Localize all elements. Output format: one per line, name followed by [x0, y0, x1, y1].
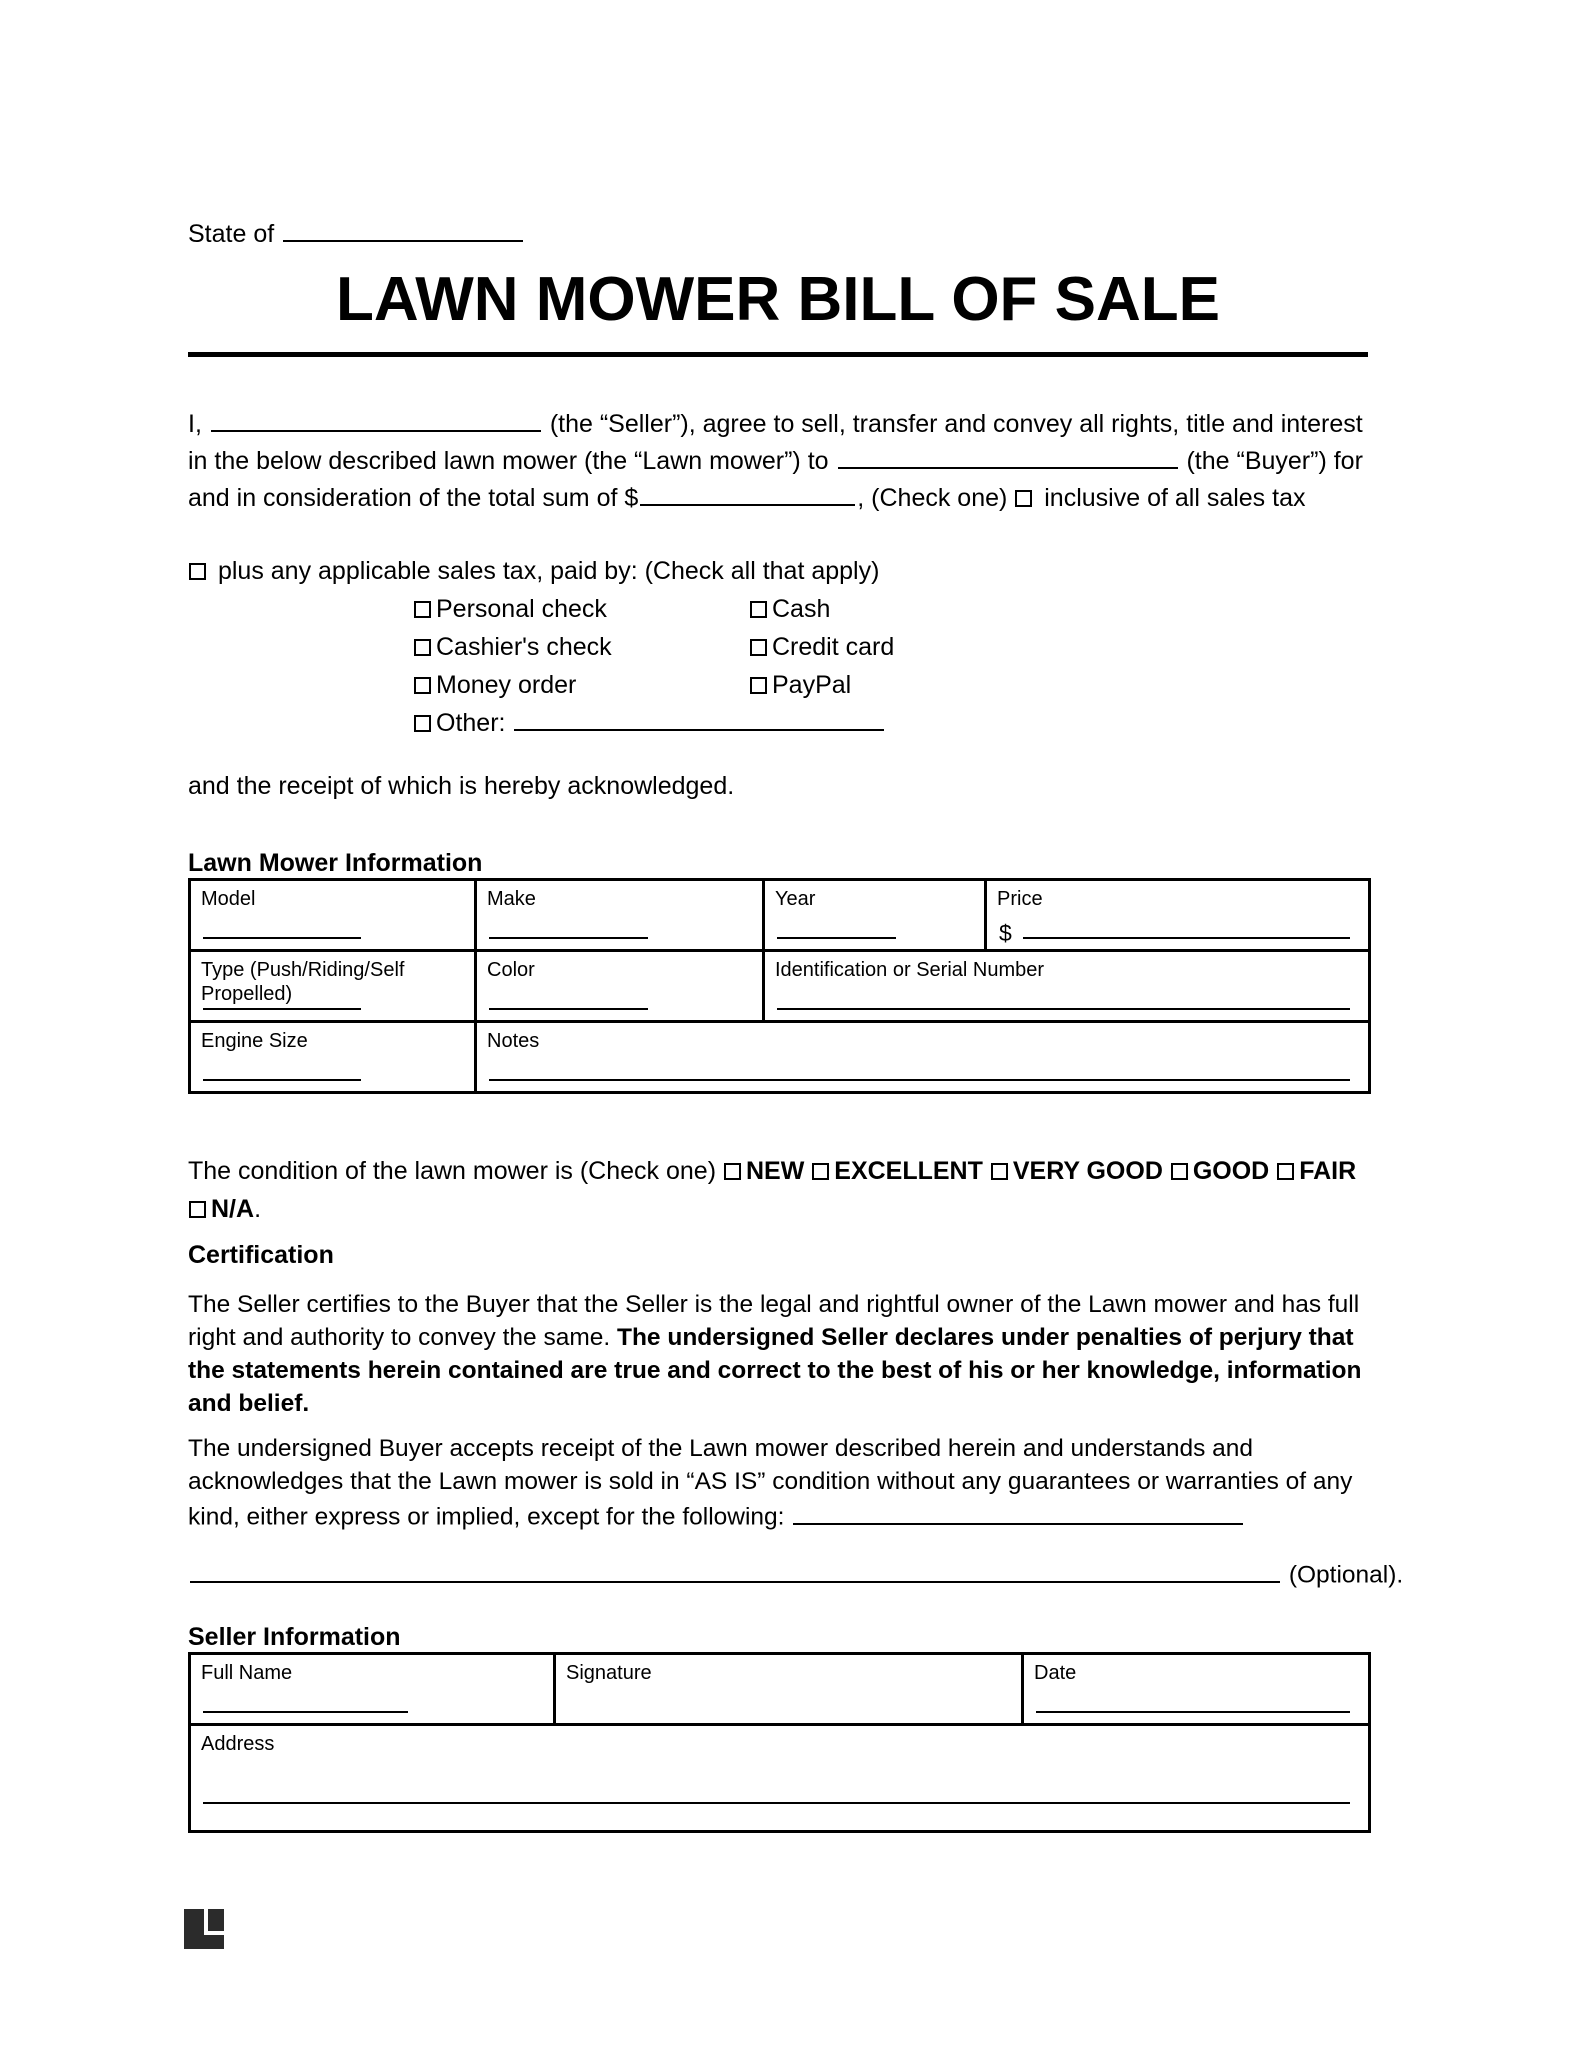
legal-templates-logo — [180, 1905, 228, 1953]
field-input-make[interactable] — [489, 937, 648, 939]
payment-option-credit-card[interactable] — [749, 628, 894, 666]
payment-label-credit-card: Credit card — [772, 633, 895, 661]
field-model[interactable] — [190, 880, 476, 951]
field-make[interactable] — [476, 880, 764, 951]
field-notes[interactable] — [476, 1022, 1370, 1093]
certification-text-normal: The Seller certifies to the Buyer that the Seller is the legal and rightful owner of the Lawn mower and has full right and authority to convey the same. — [188, 1291, 1360, 1351]
checkbox-personal-check[interactable] — [414, 601, 431, 618]
payment-option-cashiers-check[interactable] — [413, 628, 612, 666]
total-sum-blank[interactable] — [640, 479, 855, 506]
field-label-make: Make — [487, 888, 536, 910]
payment-method-row — [413, 590, 1313, 628]
checkbox-inclusive-of-sales-tax[interactable] — [1015, 490, 1032, 507]
condition-label-very-good: VERY GOOD — [1012, 1157, 1163, 1185]
seller-name-blank[interactable] — [211, 405, 541, 432]
optional-line-row — [188, 1556, 1404, 1592]
condition-label-na: N/A — [211, 1195, 255, 1223]
condition-period: . — [254, 1195, 262, 1223]
field-label-notes: Notes — [487, 1030, 540, 1052]
field-type[interactable] — [190, 951, 476, 1022]
condition-label-fair: FAIR — [1299, 1157, 1357, 1185]
payment-option-money-order[interactable] — [413, 666, 576, 704]
currency-symbol: $ — [999, 920, 1012, 946]
table-row — [190, 1022, 1370, 1093]
receipt-acknowledgment: and the receipt of which is hereby acknowledged. — [188, 772, 735, 800]
exceptions-blank-line-2[interactable] — [190, 1556, 1280, 1583]
table-row — [190, 880, 1370, 951]
payment-label-cashiers-check: Cashier's check — [436, 633, 612, 661]
field-label-full-name: Full Name — [201, 1662, 293, 1684]
field-serial-number[interactable] — [764, 951, 1370, 1022]
payment-methods-grid — [413, 590, 1313, 742]
field-label-serial-number: Identification or Serial Number — [775, 959, 1045, 981]
field-input-year[interactable] — [777, 937, 896, 939]
field-label-engine-size: Engine Size — [201, 1030, 308, 1052]
checkbox-condition-excellent[interactable] — [812, 1163, 829, 1180]
checkbox-condition-good[interactable] — [1171, 1163, 1188, 1180]
payment-label-paypal: PayPal — [772, 671, 852, 699]
checkbox-cash[interactable] — [750, 601, 767, 618]
payment-option-cash[interactable] — [749, 590, 830, 628]
table-row — [190, 951, 1370, 1022]
sales-tax-option-label: plus any applicable sales tax, paid by: (Check all that apply) — [217, 557, 880, 585]
field-input-price[interactable] — [1023, 937, 1350, 939]
condition-label-good: GOOD — [1192, 1157, 1270, 1185]
optional-label: (Optional). — [1288, 1561, 1404, 1589]
intro-seg-4: , (Check one) — [857, 484, 1008, 512]
other-payment-blank[interactable] — [514, 704, 884, 731]
payment-label-money-order: Money order — [436, 671, 577, 699]
buyer-name-blank[interactable] — [838, 442, 1178, 469]
title-divider — [188, 352, 1368, 357]
payment-option-paypal[interactable] — [749, 666, 851, 704]
condition-label-excellent: EXCELLENT — [834, 1157, 983, 1185]
exceptions-blank-line-1[interactable] — [793, 1498, 1243, 1525]
checkbox-other[interactable] — [414, 715, 431, 732]
field-label-color: Color — [487, 959, 535, 981]
field-input-full-name[interactable] — [203, 1711, 408, 1713]
condition-label-new: NEW — [745, 1157, 805, 1185]
checkbox-condition-new[interactable] — [724, 1163, 741, 1180]
field-input-notes[interactable] — [489, 1079, 1350, 1081]
section-heading-seller-information: Seller Information — [188, 1623, 401, 1651]
page-title: LAWN MOWER BILL OF SALE — [335, 265, 1220, 334]
intro-seg-3: (the “Buyer”) for and in consideration of the total sum of $ — [188, 447, 1363, 512]
payment-option-personal-check[interactable] — [413, 590, 607, 628]
field-input-serial-number[interactable] — [777, 1008, 1350, 1010]
field-label-address: Address — [201, 1733, 275, 1755]
field-engine-size[interactable] — [190, 1022, 476, 1093]
checkbox-cashiers-check[interactable] — [414, 639, 431, 656]
payment-label-other: Other: — [436, 709, 506, 737]
sales-tax-option-row — [188, 553, 879, 589]
payment-option-other[interactable] — [413, 704, 886, 742]
buyer-acceptance-text: The undersigned Buyer accepts receipt of the Lawn mower described herein and understands and acknowledges that the Lawn mower is sold in “AS IS” condition without any guarantees or warranties of any kind, either express or implied, except for the following: — [188, 1435, 1353, 1531]
field-input-type[interactable] — [203, 1008, 361, 1010]
field-input-model[interactable] — [203, 937, 361, 939]
certification-text-bold: The undersigned Seller declares under penalties of perjury that the statements herein contained are true and correct to the best of his or her knowledge, information and belief. — [188, 1324, 1362, 1417]
intro-seg-2: (the “Seller”), agree to sell, transfer and convey all rights, title and interest in the below described lawn mower (the “Lawn mower”) to — [188, 410, 1363, 475]
state-of-row — [188, 215, 525, 251]
certification-paragraph-seller — [188, 1288, 1378, 1420]
intro-paragraph — [188, 405, 1373, 516]
payment-label-cash: Cash — [772, 595, 831, 623]
checkbox-condition-na[interactable] — [189, 1201, 206, 1218]
field-input-engine-size[interactable] — [203, 1079, 361, 1081]
intro-seg-1: I, — [188, 410, 202, 438]
field-year[interactable] — [764, 880, 986, 951]
field-label-price: Price — [997, 888, 1043, 910]
table-row — [190, 1654, 1370, 1725]
section-heading-lawn-mower-information: Lawn Mower Information — [188, 849, 483, 877]
field-price[interactable] — [986, 880, 1370, 951]
field-label-signature: Signature — [566, 1662, 652, 1684]
field-label-model: Model — [201, 888, 256, 910]
field-color[interactable] — [476, 951, 764, 1022]
section-heading-certification: Certification — [188, 1241, 334, 1269]
payment-method-row-other — [413, 704, 1313, 742]
intro-seg-5: inclusive of all sales tax — [1044, 484, 1306, 512]
checkbox-plus-sales-tax[interactable] — [189, 563, 206, 580]
field-label-date: Date — [1034, 1662, 1077, 1684]
field-seller-address[interactable] — [190, 1725, 1370, 1832]
checkbox-credit-card[interactable] — [750, 639, 767, 656]
condition-paragraph — [188, 1152, 1373, 1228]
field-input-address[interactable] — [203, 1802, 1350, 1804]
payment-method-row — [413, 628, 1313, 666]
payment-label-personal-check: Personal check — [436, 595, 607, 623]
state-input-blank[interactable] — [283, 215, 523, 242]
field-seller-full-name[interactable] — [190, 1654, 555, 1725]
checkbox-paypal[interactable] — [750, 677, 767, 694]
checkbox-money-order[interactable] — [414, 677, 431, 694]
lawn-mower-information-table — [188, 878, 1371, 1094]
field-label-year: Year — [775, 888, 816, 910]
field-seller-signature[interactable] — [555, 1654, 1023, 1725]
checkbox-condition-very-good[interactable] — [991, 1163, 1008, 1180]
state-of-label: State of — [188, 220, 275, 248]
field-label-type: Type (Push/Riding/Self Propelled) — [201, 959, 405, 1005]
field-input-color[interactable] — [489, 1008, 648, 1010]
field-input-date[interactable] — [1036, 1711, 1350, 1713]
table-row — [190, 1725, 1370, 1832]
field-seller-date[interactable] — [1023, 1654, 1370, 1725]
checkbox-condition-fair[interactable] — [1277, 1163, 1294, 1180]
seller-information-table — [188, 1652, 1371, 1833]
payment-method-row — [413, 666, 1313, 704]
certification-paragraph-buyer — [188, 1432, 1378, 1534]
condition-lead: The condition of the lawn mower is (Check one) — [188, 1157, 717, 1185]
